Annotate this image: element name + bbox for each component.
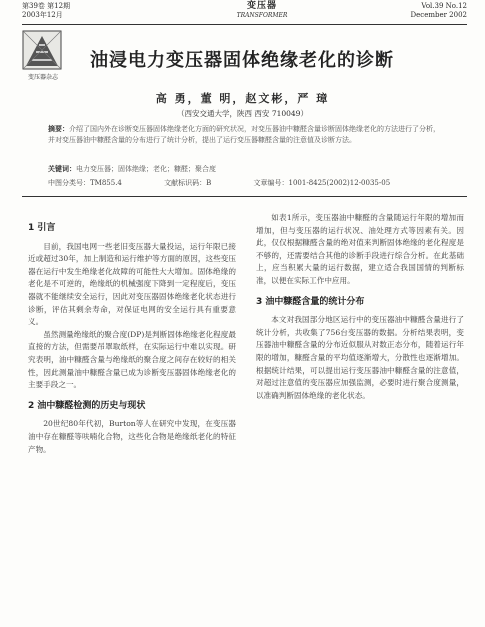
header-right [411,2,467,20]
keywords [48,164,445,174]
paper-title: 油浸电力变压器固体绝缘老化的诊断 [90,50,394,71]
right-column [256,212,464,402]
header-date-en: December 2002 [410,11,467,19]
section-paragraph: 20世纪80年代初，Burton等人在研究中发现，在变压器油中存在糠醛等呋喃化合物，这些化合物是绝缘纸老化的特征产物。 [28,419,236,454]
article-number: 文章编号：1001-8425(2002)12-0035-05 [253,179,391,187]
keywords-text: 电力变压器；固体绝缘；老化；糠醛；聚合度 [76,165,216,173]
journal-name-en: TRANSFORMER [236,12,288,19]
section-paragraph: 目前，我国电网一些老旧变压器大量投运，运行年限已接近或超过30年，加上制造和运行维护等方面的原因，这些变压器在运行中发生绝缘老化故障的可能性大大增加。固体绝缘的老化是不可逆的，绝缘纸的机械强度下降到一定程度后，变压器就不能继续安全运行，因此对变压器固体绝缘老化状态进行诊断，评估其剩余寿命，对保证电网的安全运行具有重要意义。 [28,241,236,327]
section-paragraph: 如表1所示，变压器油中糠醛的含量随运行年限的增加而增加，但与变压器的运行状况、油处理方式等因素有关。因此，仅仅根据糠醛含量的绝对值来判断固体绝缘的老化程度是不够的，还需要结合其他的诊断手段进行综合分析。在此基础上，应当积累大量的运行数据，建立适合我国国情的判断标准，以便在实际工作中应用。 [256,213,464,285]
logo-label: 变压器杂志 [27,74,58,81]
document-code: 文献标识码：B [164,179,212,187]
paper-affiliation: （西安交通大学，陕西 西安 710049） [177,109,308,118]
left-column [28,208,236,456]
abstract-rule [22,196,467,197]
section-paragraph: 虽然测量绝缘纸的聚合度(DP)是判断固体绝缘老化程度最直接的方法，但需要吊罩取纸样，在实际运行中难以实现。研究表明，油中糠醛含量与绝缘纸的聚合度之间存在较好的相关性，因此测量油中糠醛含量已成为诊断变压器固体绝缘老化的主要手段之一。 [28,329,236,390]
clc-number: 中图分类号：TM855.4 [48,179,122,187]
abstract-text: 介绍了国内外在诊断变压器固体绝缘老化方面的研究状况，对变压器油中糠醛含量诊断固体绝缘老化的方法进行了分析，并对变压器油中糠醛含量的分布进行了统计分析，提出了运行变压器糠醛含量的注意值及诊断方法。 [48,125,440,144]
section-heading: 3 油中糠醛含量的统计分布 [256,296,365,307]
section-heading: 2 油中糠醛检测的历史与现状 [28,400,146,411]
journal-name-zh: 变压器 [246,1,277,11]
journal-logo-icon [22,30,62,70]
header-volume-en: Vol.39 No.12 [421,2,467,10]
section-heading: 1 引言 [28,223,56,233]
header-rule [22,24,467,25]
keywords-label: 关键词： [48,164,76,173]
header-journal [227,2,297,20]
abstract [48,124,445,145]
header-date: 2003年12月 [22,11,63,19]
header-left [22,2,70,20]
header-volume: 第39卷 第12期 [22,2,71,10]
classification-line [48,178,455,188]
running-header [22,2,467,24]
paper-authors: 高 勇，董 明，赵文彬，严 璋 [155,92,330,105]
abstract-label: 摘要： [48,124,69,133]
section-paragraph: 本文对我国部分地区运行中的变压器油中糠醛含量进行了统计分析，共收集了756台变压器的数据。分析结果表明，变压器油中糠醛含量的分布近似服从对数正态分布，随着运行年限的增加，糠醛含量的平均值逐渐增大，分散性也逐渐增加。根据统计结果，可以提出运行变压器油中糠醛含量的注意值，对超过注意值的变压器应加强监测，必要时进行聚合度测量，以准确判断固体绝缘的老化状态。 [256,315,464,400]
